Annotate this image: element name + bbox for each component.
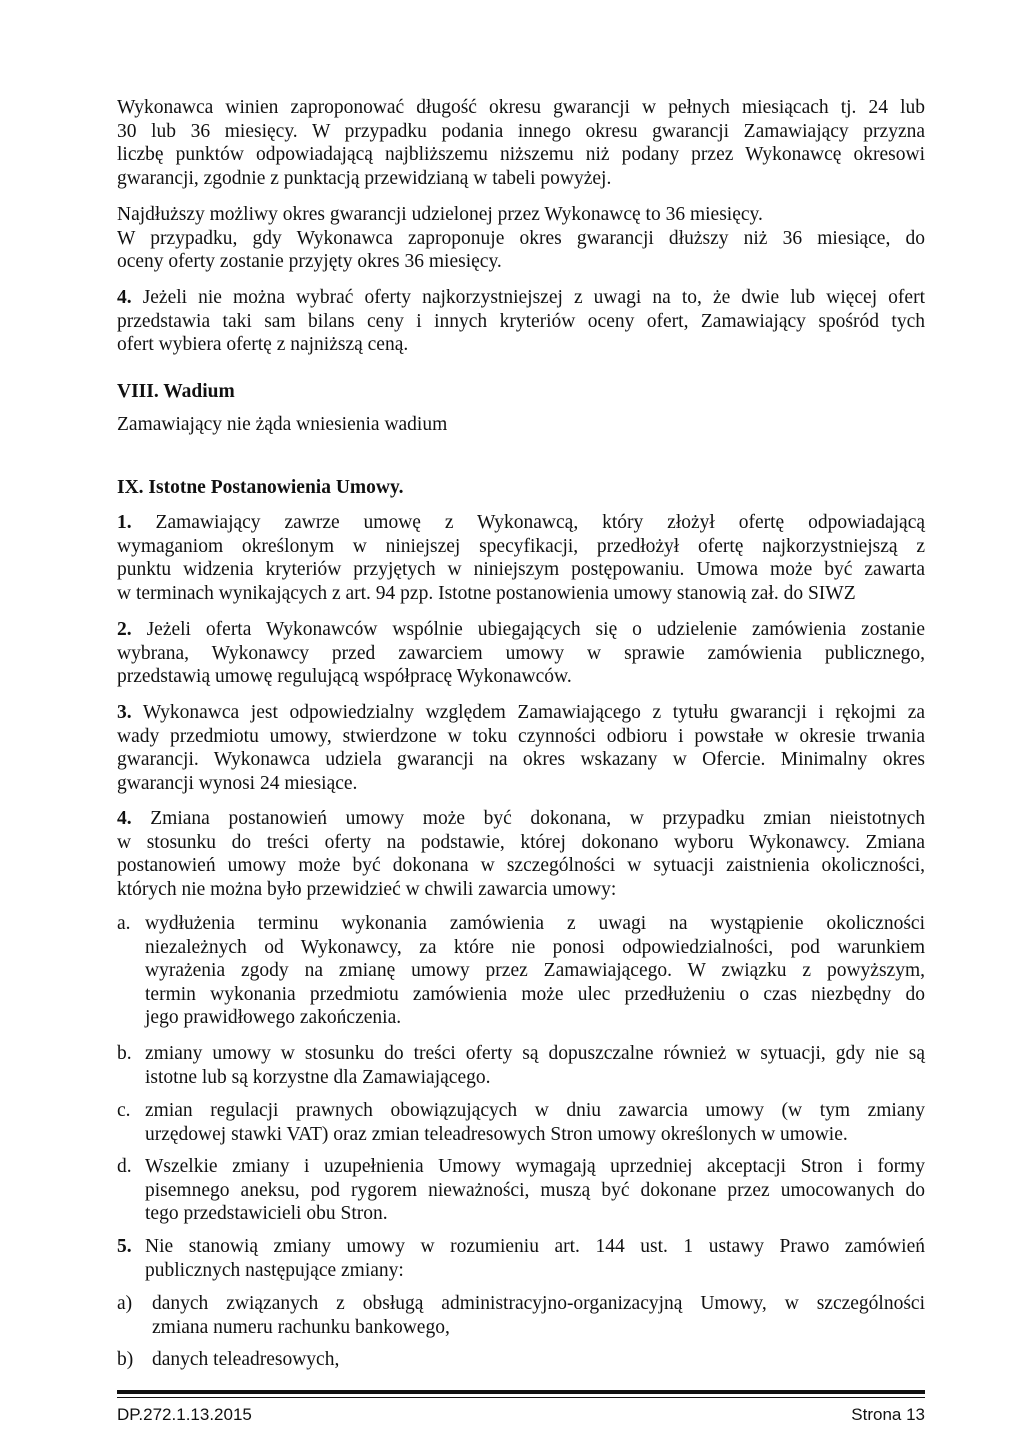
text-line: postanowień umowy może być dokonana w szczególności w sytuacji zaistnienia okoliczności,: [117, 855, 925, 877]
text-line: W przypadku, gdy Wykonawca zaproponuje okres gwarancji dłuższy niż 36 miesiące, do: [117, 227, 925, 249]
text-line: danych związanych z obsługą administracyjno-organizacyjną Umowy, w szczególności: [152, 1293, 925, 1314]
text-line: liczbę punktów odpowiadającą najbliższemu niższemu niż podany przez Wykonawcę okresowi: [117, 144, 925, 166]
text-line: [117, 511, 925, 535]
text-line: wybrana, Wykonawcy przed zawarciem umowy w sprawie zamówienia publicznego,: [117, 642, 925, 664]
text-line: [117, 286, 925, 310]
text-line: [117, 701, 925, 725]
list-marker: a.: [117, 913, 131, 934]
tie-rule-paragraph: [117, 286, 925, 357]
paragraph-number: 2.: [117, 619, 132, 640]
text-line: których nie można było przewidzieć w chwili zawarcia umowy:: [117, 878, 617, 900]
list-item: [145, 1155, 925, 1226]
footer-doc-ref: DP.272.1.13.2015: [117, 1405, 252, 1424]
paragraph-number: [117, 1235, 132, 1259]
text-line: zmian regulacji prawnych obowiązujących w dniu zawarcia umowy (w tym zmiany: [145, 1100, 925, 1121]
ix-paragraph-5: [145, 1235, 925, 1282]
list-item: [152, 1348, 925, 1372]
text-line: termin wykonania przedmiotu zamówienia może ulec przedłużeniu o czas niezbędny do: [145, 983, 925, 1005]
text-line: w stosunku do treści oferty na podstawie, której dokonano wyboru Wykonawcy. Zmiana: [117, 831, 925, 853]
paragraph-number: 3.: [117, 702, 132, 723]
text-line: istotne lub są korzystne dla Zamawiającego.: [145, 1066, 491, 1088]
text-line: Wszelkie zmiany i uzupełnienia Umowy wymagają uprzedniej akceptacji Stron i formy: [145, 1156, 925, 1177]
text-line: zmiany umowy w stosunku do treści oferty są dopuszczalne również w sytuacji, gdy nie są: [145, 1043, 925, 1064]
list-marker: c.: [117, 1100, 131, 1121]
text-line-content: Jeżeli oferta Wykonawców wspólnie ubiegających się o udzielenie zamówienia zostanie: [146, 619, 925, 640]
footer-page-number: Strona 13: [851, 1405, 925, 1424]
text-line: pisemnego aneksu, pod rygorem nieważności, muszą być dokonane przez umocowanych do: [145, 1179, 925, 1201]
text-line: 30 lub 36 miesięcy. W przypadku podania innego okresu gwarancji Zamawiający przyzna: [117, 120, 925, 142]
list-marker: b): [117, 1349, 134, 1370]
text-line: Wykonawca winien zaproponować długość okresu gwarancji w pełnych miesiącach tj. 24 lub: [117, 97, 925, 118]
text-line: wady przedmiotu umowy, stwierdzone w toku czynności odbioru i powstałe w okresie trwania: [117, 725, 925, 747]
paragraph-number: 4.: [117, 808, 132, 829]
text-line: przedstawia taki sam bilans ceny i innych kryteriów oceny ofert, Zamawiający spośród tych: [117, 310, 925, 332]
text-line: tego przedstawicieli obu Stron.: [145, 1203, 388, 1225]
text-line: publicznych następujące zmiany:: [145, 1259, 404, 1281]
list-item: [152, 1292, 925, 1339]
text-line: wymaganiom określonym w niniejszej specyfikacji, przedłożył ofertę najkorzystniejszą z: [117, 535, 925, 557]
section-viii-title: VIII. Wadium: [117, 381, 235, 402]
list-marker: a): [117, 1293, 133, 1314]
text-line: w terminach wynikających z art. 94 pzp. Istotne postanowienia umowy stanowią zał. do SIWZ: [117, 582, 856, 604]
text-line: niezależnych od Wykonawcy, za które nie ponosi odpowiedzialności, pod warunkiem: [145, 936, 925, 958]
list-item: [145, 1099, 925, 1146]
text-line: [117, 807, 925, 831]
list-marker: b.: [117, 1043, 132, 1064]
text-line: Najdłuższy możliwy okres gwarancji udzielonej przez Wykonawcę to 36 miesięcy.: [117, 204, 763, 225]
ix-paragraph-3: [117, 701, 925, 795]
ix-paragraph-1: [117, 511, 925, 605]
text-line: danych teleadresowych,: [152, 1349, 340, 1370]
warranty-intro-paragraph: [117, 96, 925, 190]
text-line: oceny oferty zostanie przyjęty okres 36 miesięcy.: [117, 251, 502, 273]
list-item: [145, 912, 925, 1030]
text-line: [117, 618, 925, 642]
text-line: zmiana numeru rachunku bankowego,: [152, 1316, 450, 1338]
paragraph-number-text: 5.: [117, 1236, 132, 1257]
text-line: gwarancji wynosi 24 miesiące.: [117, 772, 358, 794]
footer-divider-thin: [117, 1397, 925, 1398]
text-line: wydłużenia terminu wykonania zamówienia z uwagi na wystąpienie okoliczności: [145, 913, 925, 934]
ix-paragraph-4: [117, 807, 925, 901]
text-line-content: Zamawiający zawrze umowę z Wykonawcą, który złożył ofertę odpowiadającą: [155, 512, 926, 533]
text-line-content: Zmiana postanowień umowy może być dokonana, w przypadku zmian nieistotnych: [150, 808, 926, 829]
text-line: jego prawidłowego zakończenia.: [145, 1007, 402, 1029]
paragraph-number: 1.: [117, 512, 132, 533]
text-line: wyrażenia zgody na zmianę umowy przez Zamawiającego. W związku z powyższym,: [145, 960, 925, 982]
section-viii-text: Zamawiający nie żąda wniesienia wadium: [117, 414, 448, 435]
paragraph-number: 4.: [117, 287, 132, 308]
text-line-content: Jeżeli nie można wybrać oferty najkorzystniejszej z uwagi na to, że dwie lub więcej ofert: [142, 287, 925, 308]
footer-divider-thick: [117, 1390, 925, 1394]
section-ix-title: IX. Istotne Postanowienia Umowy.: [117, 477, 404, 498]
text-line: Nie stanowią zmiany umowy w rozumieniu art. 144 ust. 1 ustawy Prawo zamówień: [145, 1236, 925, 1257]
ix-paragraph-2: [117, 618, 925, 689]
text-line: urzędowej stawki VAT) oraz zmian teleadresowych Stron umowy określonych w umowie.: [145, 1123, 848, 1145]
text-line: ofert wybiera ofertę z najniższą ceną.: [117, 334, 409, 356]
list-marker: d.: [117, 1156, 132, 1177]
text-line: przedstawią umowę regulującą współpracę Wykonawców.: [117, 666, 572, 688]
warranty-max-paragraph: [117, 203, 925, 274]
text-line-content: Wykonawca jest odpowiedzialny względem Zamawiającego z tytułu gwarancji i rękojmi za: [142, 702, 925, 723]
text-line: gwarancji. Wykonawca udziela gwarancji na okres wskazany w Ofercie. Minimalny okres: [117, 749, 925, 771]
list-item: [145, 1042, 925, 1089]
text-line: punktu widzenia kryteriów przyjętych w niniejszym postępowaniu. Umowa może być zawarta: [117, 559, 925, 581]
text-line: gwarancji, zgodnie z punktacją przewidzianą w tabeli powyżej.: [117, 167, 612, 189]
